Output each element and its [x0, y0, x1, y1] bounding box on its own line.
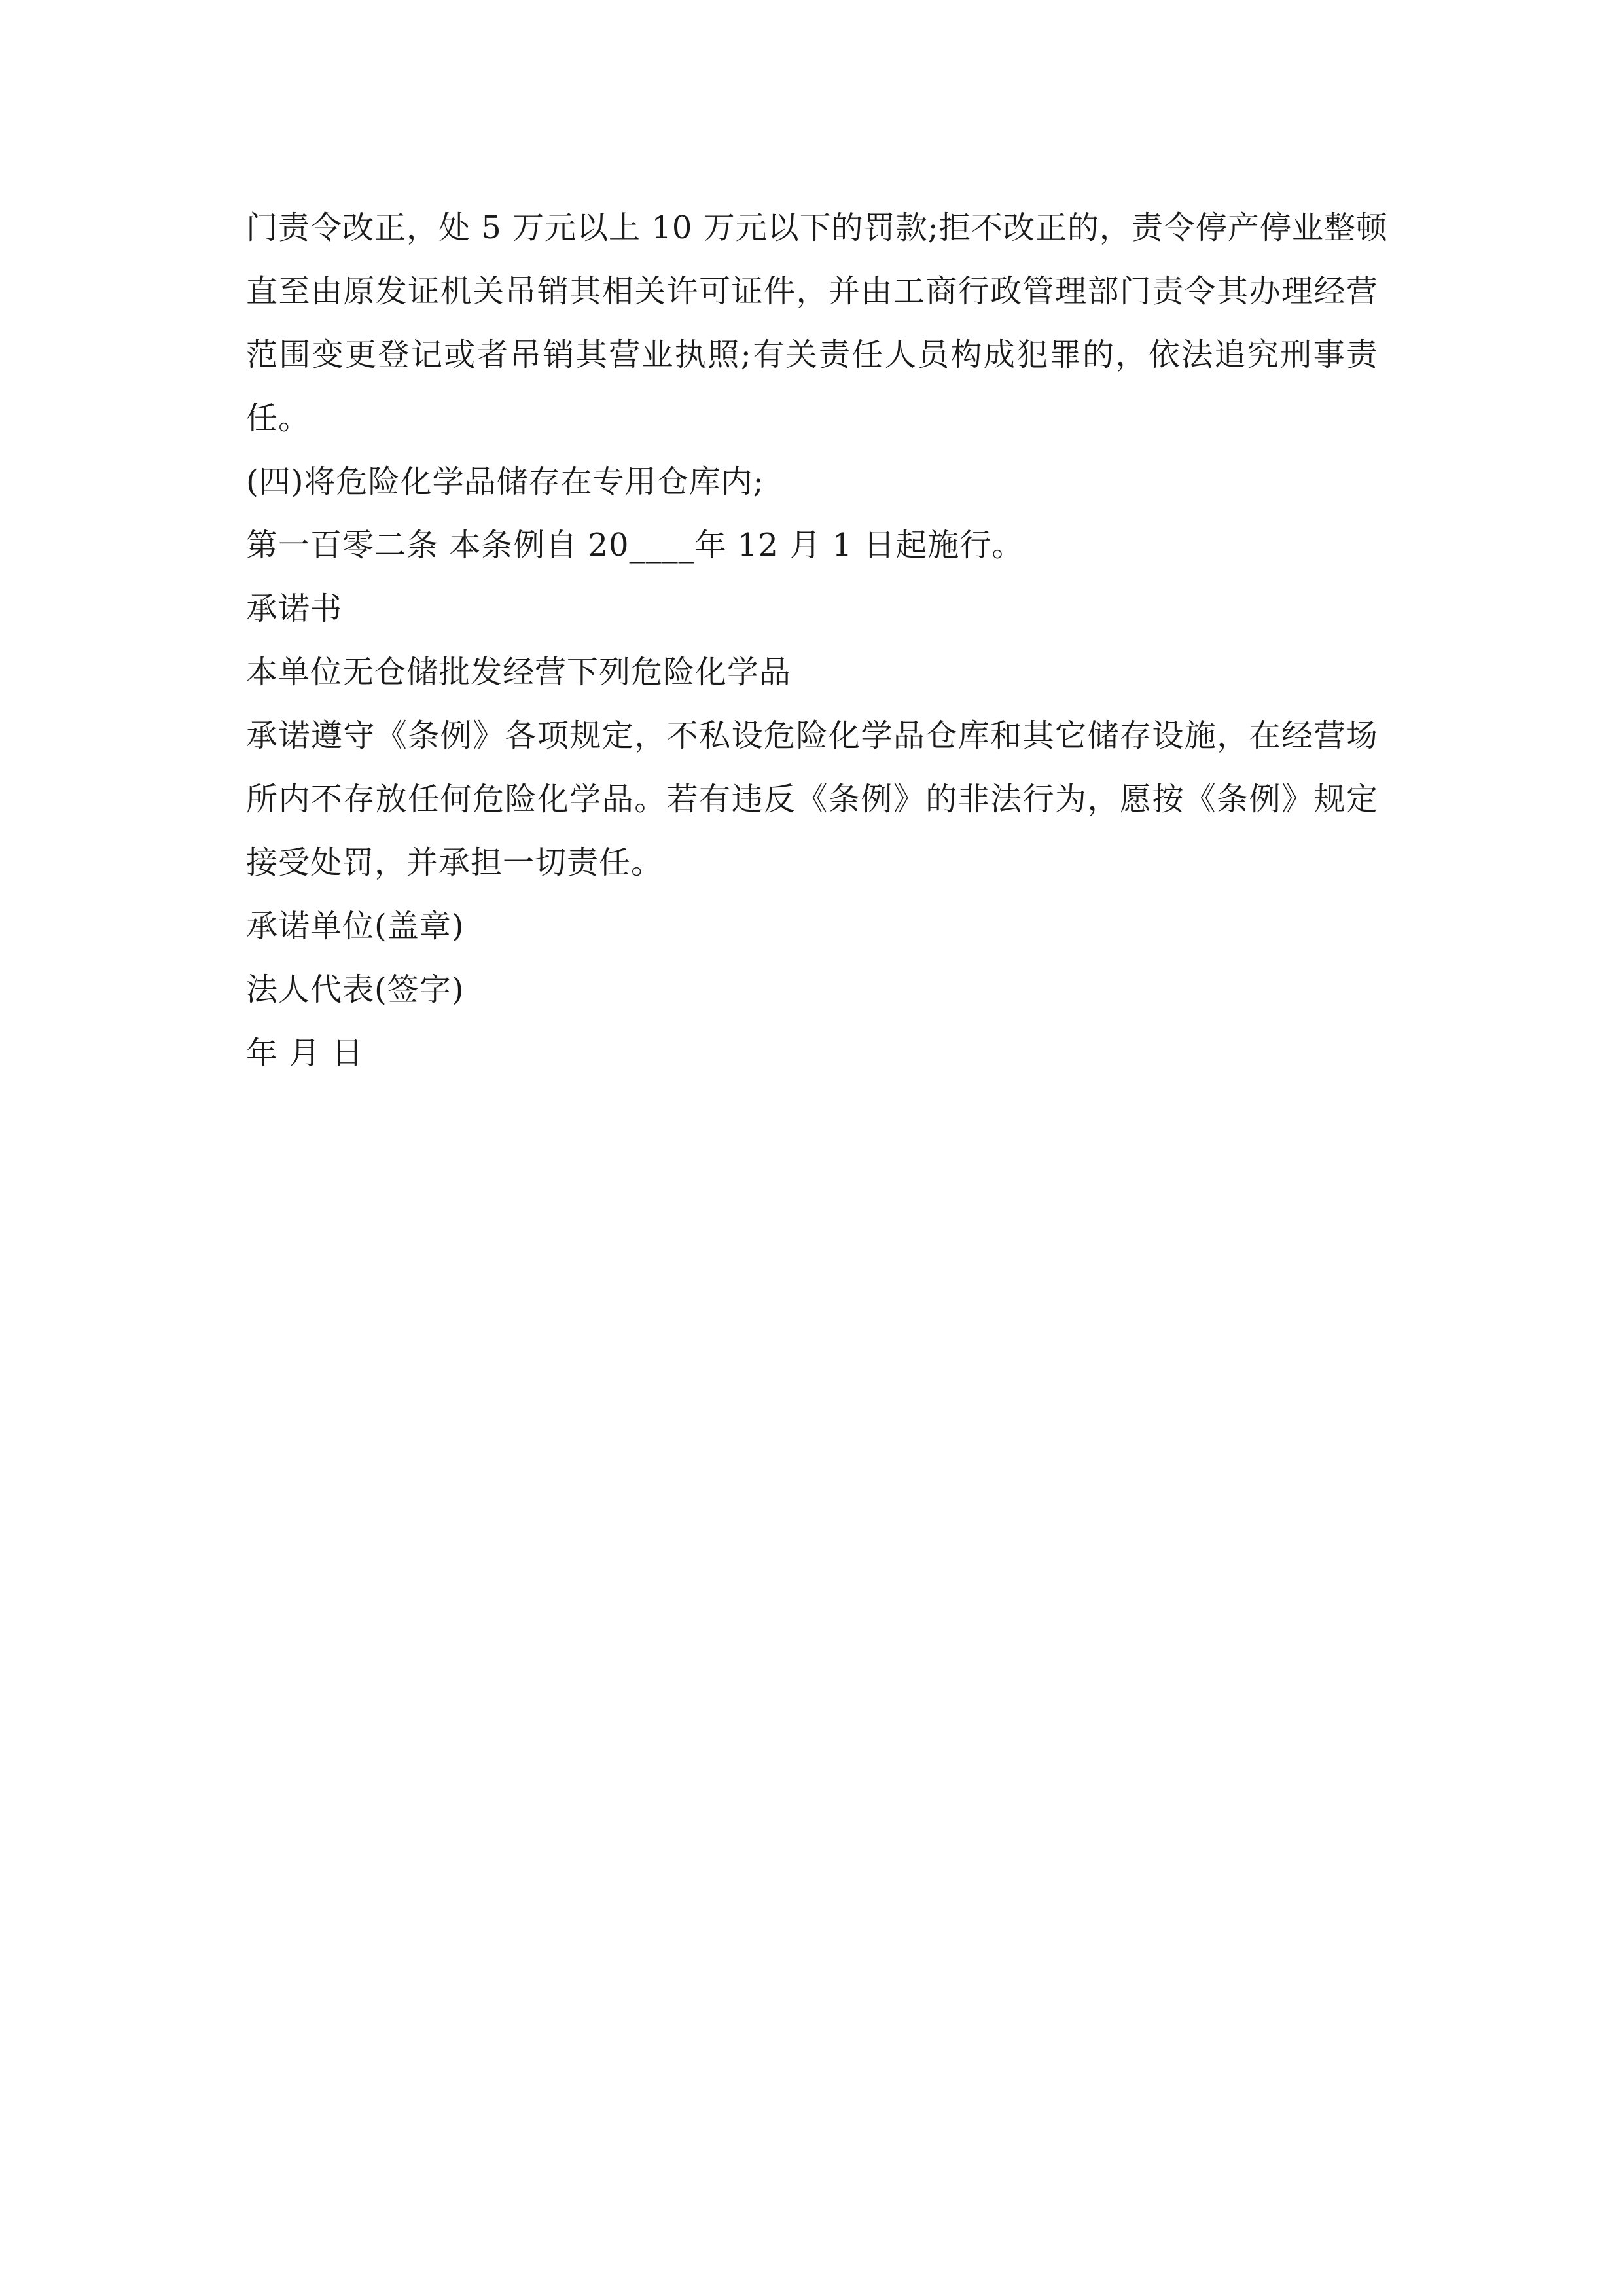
- document-body: [246, 196, 1388, 1085]
- paragraph-penalty-line-1: 门责令改正，处 5 万元以上 10 万元以下的罚款;拒不改正的，责令停产停业整顿: [246, 209, 1388, 246]
- paragraph-penalty-line-3: 范围变更登记或者吊销其营业执照;有关责任人员构成犯罪的，依法追究刑事责: [246, 336, 1378, 373]
- paragraph-penalty-line-2: 直至由原发证机关吊销其相关许可证件，并由工商行政管理部门责令其办理经营: [246, 273, 1378, 310]
- pledge-intro: 本单位无仓储批发经营下列危险化学品: [246, 654, 792, 691]
- pledge-body-line-1: 承诺遵守《条例》各项规定，不私设危险化学品仓库和其它储存设施，在经营场: [246, 717, 1378, 754]
- pledge-body-line-3: 接受处罚，并承担一切责任。: [246, 844, 664, 881]
- article-102: 第一百零二条 本条例自 20____年 12 月 1 日起施行。: [246, 527, 1024, 564]
- paragraph-penalty-line-4: 任。: [246, 400, 311, 437]
- pledge-body-line-2: 所内不存放任何危险化学品。若有违反《条例》的非法行为，愿按《条例》规定: [246, 781, 1378, 817]
- pledge-unit-seal: 承诺单位(盖章): [246, 908, 465, 944]
- legal-representative-signature: 法人代表(签字): [246, 971, 465, 1008]
- clause-four: (四)将危险化学品储存在专用仓库内;: [246, 463, 764, 500]
- date-line: 年 月 日: [246, 1035, 364, 1071]
- pledge-title: 承诺书: [246, 590, 343, 627]
